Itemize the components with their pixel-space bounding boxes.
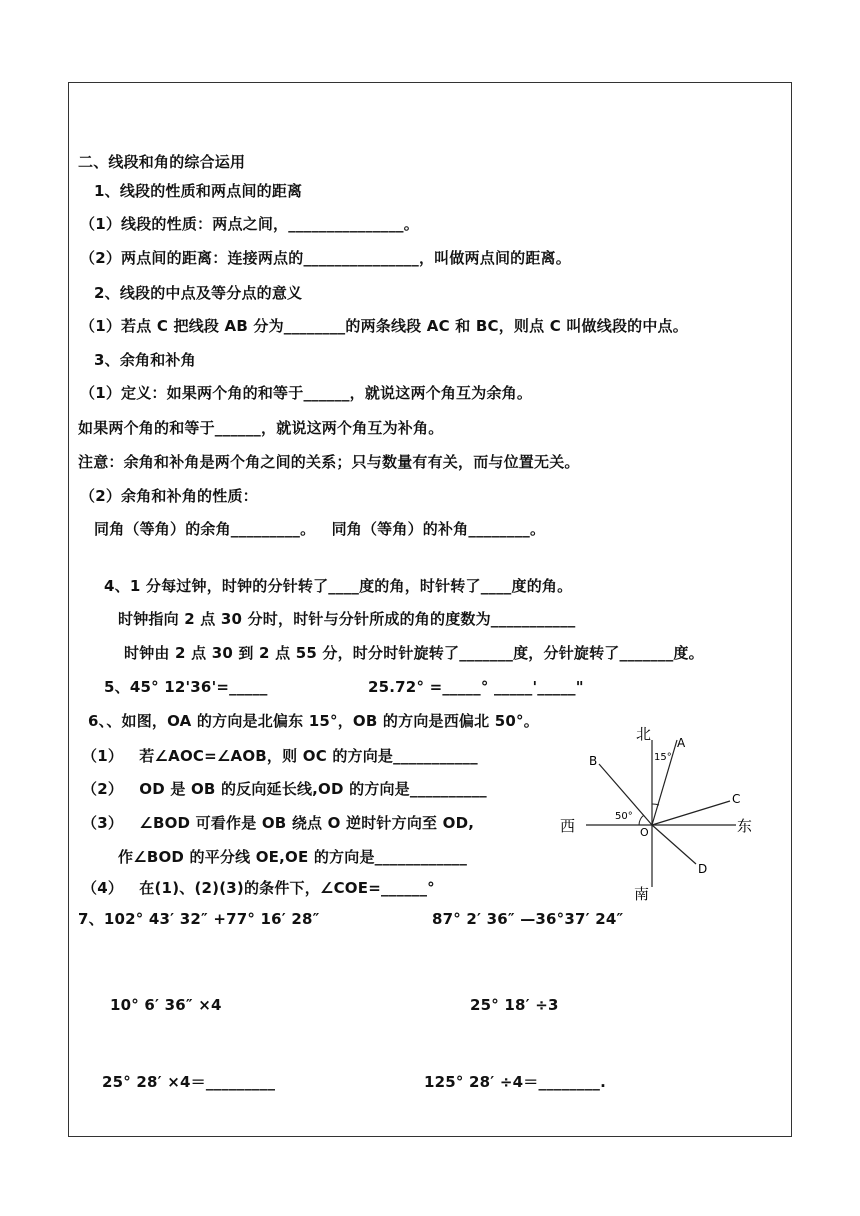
question-degree-conversion: 25.72° =_____° _____'_____" (368, 678, 584, 696)
question-line: （4） 在(1)、(2)(3)的条件下，∠COE=______° (82, 879, 435, 897)
label-east: 东 (737, 817, 753, 835)
question-calc: 7、102° 43′ 32″ +77° 16′ 28″ (78, 910, 320, 928)
question-line: 时钟指向 2 点 30 分时，时针与分针所成的角的度数为___________ (118, 610, 576, 628)
question-line: （1）线段的性质：两点之间，_______________。 (80, 215, 419, 233)
question-direction: 6、、如图，OA 的方向是北偏东 15°，OB 的方向是西偏北 50°。 (88, 712, 539, 730)
label-west: 西 (560, 817, 576, 835)
question-line: 如果两个角的和等于______，就说这两个角互为补角。 (78, 419, 444, 437)
question-clock: 4、1 分每过钟，时钟的分针转了____度的角，时针转了____度的角。 (104, 577, 573, 595)
direction-diagram (556, 722, 766, 902)
question-calc: 25° 18′ ÷3 (470, 996, 559, 1014)
label-D: D (698, 862, 708, 876)
label-north: 北 (636, 725, 652, 743)
question-calc: 125° 28′ ÷4＝________. (424, 1073, 606, 1091)
angle-arc-50 (639, 815, 644, 825)
label-C: C (732, 792, 741, 806)
question-line: 时钟由 2 点 30 到 2 点 55 分，时分时针旋转了_______度，分针旋转了_______度。 (124, 644, 704, 662)
question-line: （1） 若∠AOC=∠AOB，则 OC 的方向是___________ (82, 747, 478, 765)
label-south: 南 (634, 885, 650, 902)
question-line: （2） OD 是 OB 的反向延长线,OD 的方向是__________ (82, 780, 487, 798)
question-line: 同角（等角）的余角_________。 同角（等角）的补角________。 (94, 520, 546, 538)
label-O: O (640, 826, 649, 839)
note-line: 注意：余角和补角是两个角之间的关系；只与数量有有关，而与位置无关。 (78, 453, 580, 471)
heading-complementary-angles: 3、余角和补角 (94, 351, 196, 369)
question-line: （1）定义：如果两个角的和等于______，就说这两个角互为余角。 (80, 384, 533, 402)
label-angle-50: 50° (615, 811, 633, 822)
label-angle-15: 15° (654, 752, 672, 763)
section-title: 二、线段和角的综合运用 (78, 153, 246, 171)
label-A: A (677, 736, 686, 750)
question-line: （1）若点 C 把线段 AB 分为________的两条线段 AC 和 BC，则点 C 叫做线段的中点。 (80, 317, 688, 335)
ray-OC (652, 801, 730, 825)
question-degree-conversion: 5、45° 12'36'=_____ (104, 678, 268, 696)
question-line: 作∠BOD 的平分线 OE,OE 的方向是____________ (118, 848, 468, 866)
heading-midpoint: 2、线段的中点及等分点的意义 (94, 284, 303, 302)
question-line: （3） ∠BOD 可看作是 OB 绕点 O 逆时针方向至 OD, (82, 814, 475, 832)
question-line: （2）两点间的距离：连接两点的_______________，叫做两点间的距离。 (80, 249, 571, 267)
ray-OD (652, 825, 696, 864)
heading-segment-properties: 1、线段的性质和两点间的距离 (94, 182, 303, 200)
question-calc: 25° 28′ ×4＝_________ (102, 1073, 276, 1091)
question-line: （2）余角和补角的性质： (80, 487, 258, 505)
question-calc: 10° 6′ 36″ ×4 (110, 996, 222, 1014)
label-B: B (589, 754, 598, 768)
question-calc: 87° 2′ 36″ —36°37′ 24″ (432, 910, 624, 928)
